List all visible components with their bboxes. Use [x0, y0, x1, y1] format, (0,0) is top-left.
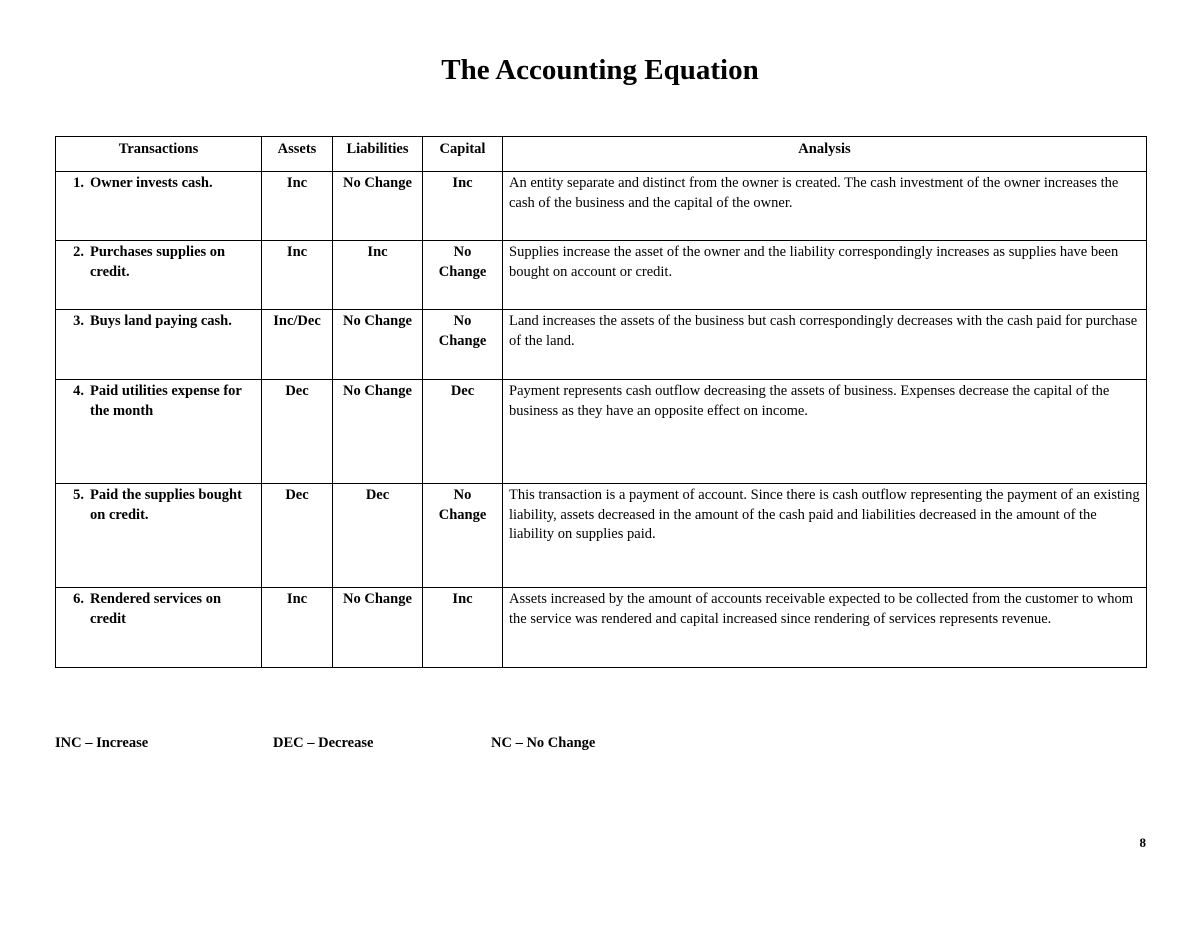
- legend-increase: INC – Increase: [55, 735, 149, 751]
- transaction-cell: [56, 241, 262, 310]
- analysis-text: Land increases the assets of the business but cash correspondingly decreases with the cash paid for purchase of the land.: [503, 310, 1147, 380]
- liabilities-effect: No Change: [333, 380, 423, 484]
- table-row: [56, 588, 1147, 668]
- legend-no-change: NC – No Change: [491, 735, 596, 751]
- analysis-text: Supplies increase the asset of the owner and the liability correspondingly increases as supplies have been bought on account or credit.: [503, 241, 1147, 310]
- header-liabilities: Liabilities: [333, 137, 423, 172]
- liabilities-effect: No Change: [333, 310, 423, 380]
- page-title: The Accounting Equation: [441, 54, 759, 86]
- assets-effect: Inc: [262, 172, 333, 241]
- table-row: [56, 310, 1147, 380]
- transaction-label: Owner invests cash.: [90, 175, 213, 191]
- transaction-cell: [56, 588, 262, 668]
- transaction-cell: [56, 310, 262, 380]
- transaction-number: 3.: [73, 313, 84, 329]
- transaction-number: 2.: [73, 244, 84, 260]
- header-capital: Capital: [423, 137, 503, 172]
- legend-decrease: DEC – Decrease: [273, 735, 374, 751]
- capital-effect: Dec: [423, 380, 503, 484]
- transaction-number: 1.: [73, 175, 84, 191]
- transaction-number: 4.: [73, 383, 84, 399]
- capital-effect: No Change: [423, 310, 503, 380]
- table-row: [56, 241, 1147, 310]
- table-row: [56, 172, 1147, 241]
- table-row: [56, 380, 1147, 484]
- liabilities-effect: No Change: [333, 588, 423, 668]
- accounting-equation-table: [55, 136, 1147, 668]
- header-analysis: Analysis: [503, 137, 1147, 172]
- analysis-text: Payment represents cash outflow decreasing the assets of business. Expenses decrease the capital of the business as they have an opposite effect on income.: [503, 380, 1147, 484]
- assets-effect: Inc: [262, 241, 333, 310]
- capital-effect: No Change: [423, 241, 503, 310]
- liabilities-effect: No Change: [333, 172, 423, 241]
- transaction-label: Paid utilities expense for the month: [90, 383, 242, 419]
- assets-effect: Inc: [262, 588, 333, 668]
- transaction-label: Buys land paying cash.: [90, 313, 232, 329]
- liabilities-effect: Inc: [333, 241, 423, 310]
- header-transactions: Transactions: [56, 137, 262, 172]
- legend: [0, 735, 1200, 757]
- transaction-cell: [56, 172, 262, 241]
- transaction-label: Purchases supplies on credit.: [90, 244, 226, 280]
- assets-effect: Dec: [262, 484, 333, 588]
- capital-effect: No Change: [423, 484, 503, 588]
- table-header-row: [56, 137, 1147, 172]
- liabilities-effect: Dec: [333, 484, 423, 588]
- header-assets: Assets: [262, 137, 333, 172]
- transaction-label: Rendered services on credit: [90, 591, 222, 627]
- transaction-cell: [56, 380, 262, 484]
- analysis-text: This transaction is a payment of account. Since there is cash outflow representing the payment of an existing liability, assets decreased in the amount of the cash paid and liabilities decreased in the amount of the liability on supplies paid.: [503, 484, 1147, 588]
- table-row: [56, 484, 1147, 588]
- capital-effect: Inc: [423, 588, 503, 668]
- analysis-text: Assets increased by the amount of accounts receivable expected to be collected from the customer to whom the service was rendered and capital increased since rendering of services represents revenue.: [503, 588, 1147, 668]
- transaction-number: 5.: [73, 487, 84, 503]
- transaction-label: Paid the supplies bought on credit.: [90, 487, 242, 523]
- transaction-cell: [56, 484, 262, 588]
- capital-effect: Inc: [423, 172, 503, 241]
- assets-effect: Dec: [262, 380, 333, 484]
- transaction-number: 6.: [73, 591, 84, 607]
- assets-effect: Inc/Dec: [262, 310, 333, 380]
- page-number: 8: [1139, 835, 1146, 850]
- analysis-text: An entity separate and distinct from the owner is created. The cash investment of the owner increases the cash of the business and the capital of the owner.: [503, 172, 1147, 241]
